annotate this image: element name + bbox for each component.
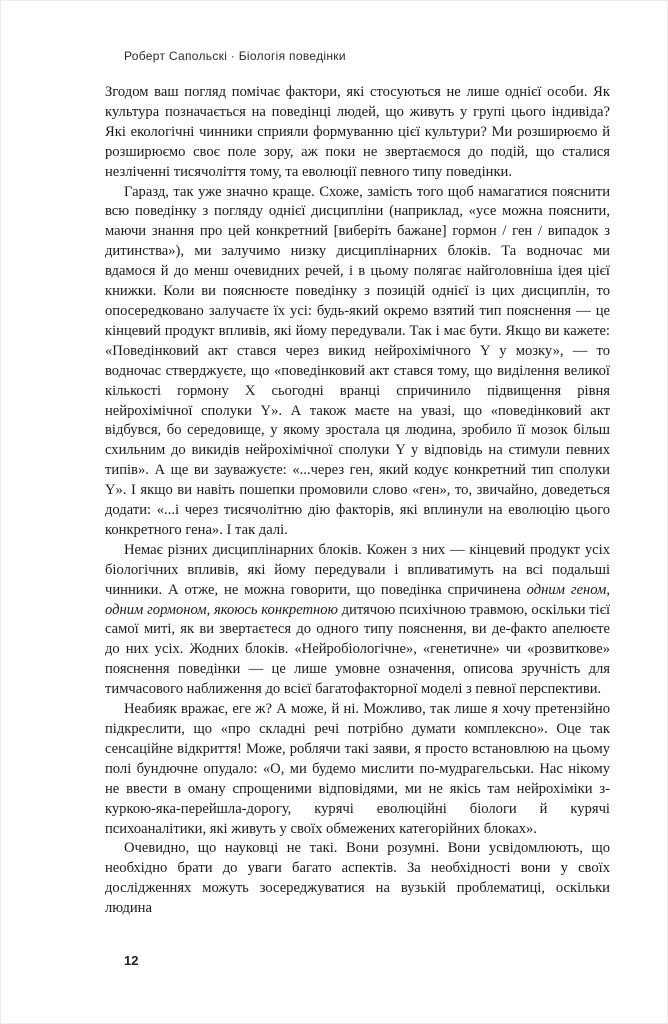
paragraph [105,183,610,541]
paragraph [105,541,610,700]
paragraph [105,839,610,919]
text-run: Очевидно, що науковці не такі. Вони розумні. Вони усвідомлюють, що необхідно брати до уваги багато аспектів. За необхідності вони у своїх дослідженнях можуть зосереджуватися на вузькій проблематиці, оскільки людина [105,840,610,917]
emphasized-text: якоюсь конкретною [213,601,338,618]
body-text [105,83,610,919]
text-run: Неабияк вражає, еге ж? А може, й ні. Можливо, так лише я хочу претензійно підкреслити, що «про складні речі потрібно думати комплексно». Оце так сенсаційне відкриття! Може, роблячи такі заяви, я просто встановлюю на цьому полі бундючне опудало: «О, ми будемо мислити по-мудрагельськи. Нас нікому не ввести в оману спрощеними відповідями, ми не якісь там нейрохіміки з-куркою-яка-перейшла-дорогу, курячі еволюційні біологи й курячі психоаналітики, які живуть у своїх обмежених категорійних блоках». [105,701,610,837]
text-run: Немає різних дисциплінарних блоків. Кожен з них — кінцевий продукт усіх біологічних впливів, які йому передували і впливатимуть на всі подальші чинники. А отже, не можна говорити, що поведінка спричинена [105,541,610,598]
text-run: , [606,581,610,598]
text-run: Згодом ваш погляд помічає фактори, які стосуються не лише однієї особи. Як культура позначається на поведінці людей, що живуть у групі цього індивіда? Які екологічні чинники сприяли формуванню цієї культури? Ми розширюємо й розширюємо своє поле зору, аж поки не звертаємося до подій, що сталися незліченні тисячоліття тому, та еволюції певного типу поведінки. [105,84,610,180]
paragraph [105,83,610,183]
text-run: Гаразд, так уже значно краще. Схоже, замість того щоб намагатися пояснити всю поведінку з погляду однієї дисципліни (наприклад, «усе можна пояснити, маючи знання про цей конкретний [виберіть бажане] гормон / ген / випадок з дитинства»), ми залучимо низку дисциплінарних блоків. Та водночас ми вдамося й до менш очевидних речей, і в цьому полягає найголовніша ідея цієї книжки. Коли ви пояснюєте поведінку з позицій однієї із цих дисциплін, то опосередковано залучаєте їх усі: будь-який окремо взятий тип пояснення — це кінцевий продукт впливів, які йому передували. Так і має бути. Якщо ви кажете: «Поведінковий акт стався через викид нейрохімічного Y у мозку», — то водночас стверджуєте, що «поведінковий акт стався тому, що виділення великої кількості гормону X сьогодні вранці спричинило підвищення рівня нейрохімічної сполуки Y». А також маєте на увазі, що «поведінковий акт відбувся, бо середовище, у якому зростала ця людина, зробило її мозок більш схильним до викидів нейрохімічної сполуки Y у відповідь на стимули певних типів». А ще ви зауважуєте: «...через ген, який кодує конкретний тип сполуки Y». І якщо ви навіть пошепки промовили слово «ген», то, звичайно, доведеться додати: «...і через тисячолітню дію факторів, які вплинули на еволюцію цього конкретного гена». І так далі. [105,183,610,538]
page-number: 12 [124,953,139,968]
emphasized-text: одним геном [526,581,607,598]
running-header: Роберт Сапольскі · Біологія поведінки [124,49,346,63]
text-run: , [206,601,214,618]
paragraph [105,700,610,839]
text-run: дитячою психічною травмою, оскільки тієї самої миті, як ви звертаєтеся до одного типу пояснення, ви де-факто апелюєте до них усіх. Жодних блоків. «Нейробіологічне», «генетичне» чи «розвиткове» пояснення поведінки — це лише умовне означення, описова зручність для тимчасового наближення до всієї багатофакторної моделі з певної перспективи. [105,601,611,698]
emphasized-text: одним гормоном [105,601,207,618]
